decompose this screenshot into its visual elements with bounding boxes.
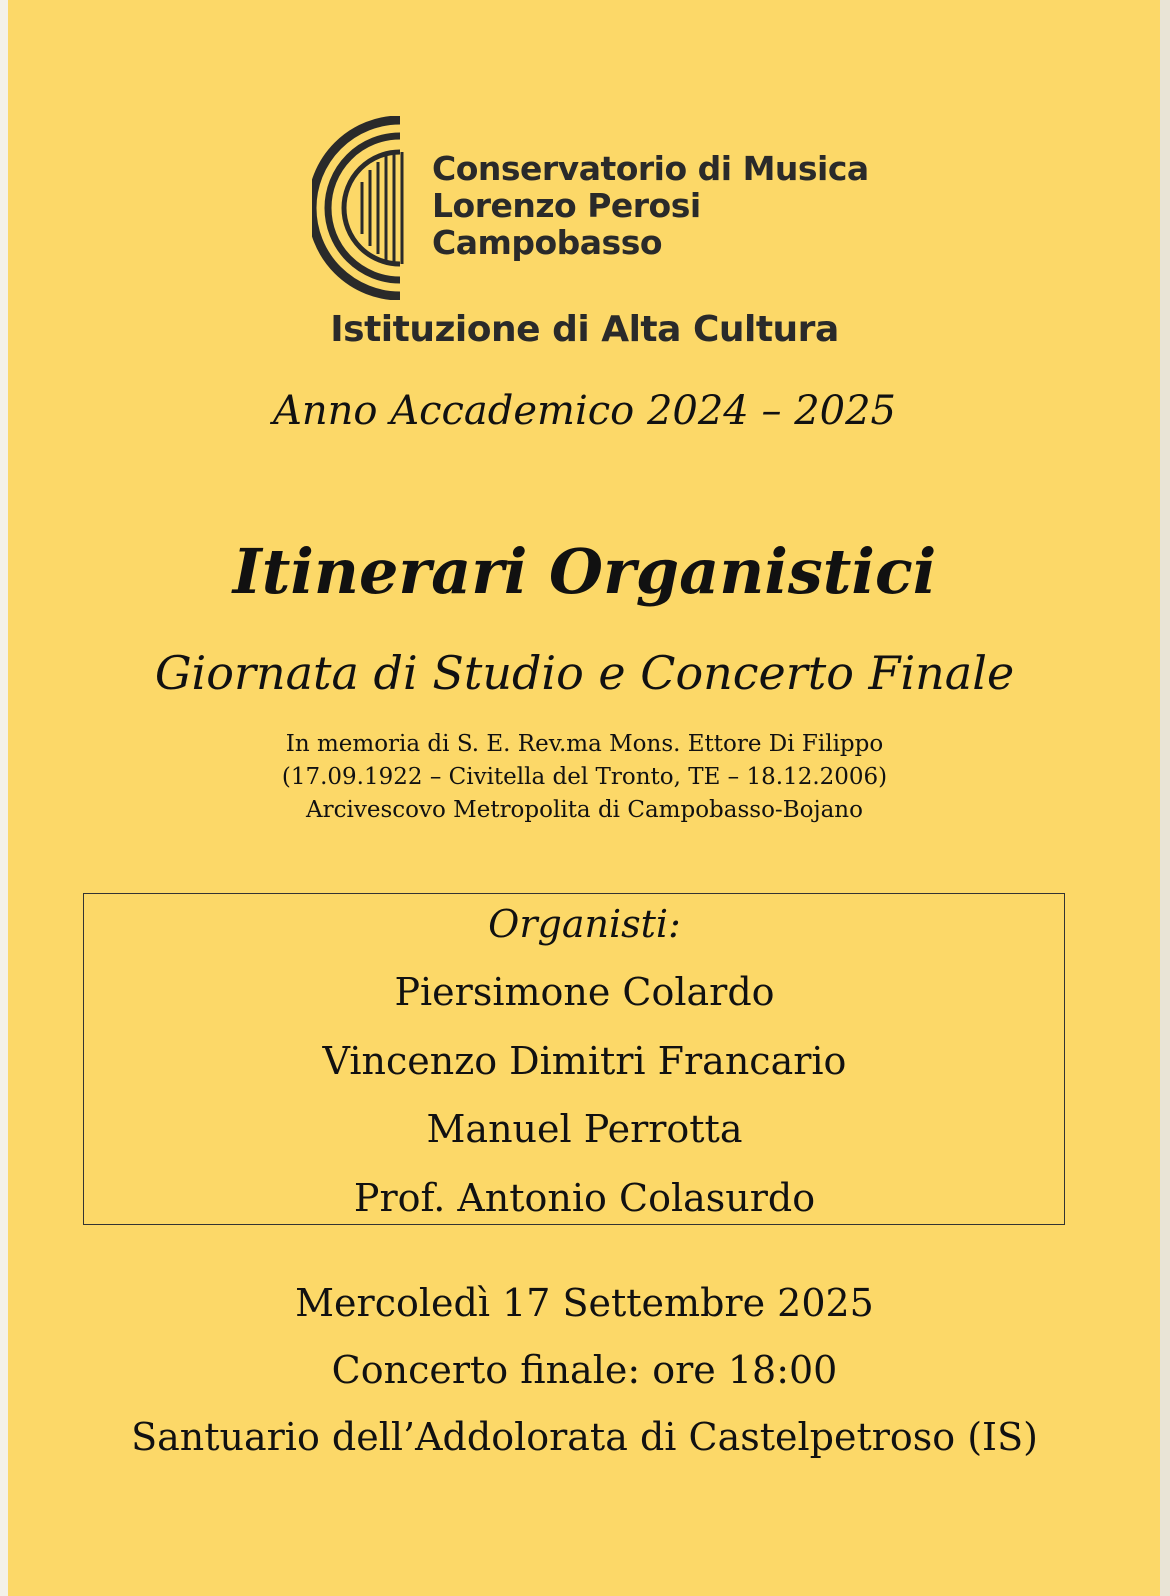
memoria-line-2: (17.09.1922 – Civitella del Tronto, TE – 18.12.2006) [281,764,888,790]
organist-name: Prof. Antonio Colasurdo [353,1176,816,1220]
page-edge [1160,0,1170,1596]
academic-year: Anno Accademico 2024 – 2025 [273,388,896,434]
conservatory-name [432,150,869,261]
organist-name: Vincenzo Dimitri Francario [322,1039,847,1083]
event-title: Itinerari Organistici [232,535,937,608]
event-date: Mercoledì 17 Settembre 2025 [295,1281,874,1325]
conservatory-logo-icon [312,116,408,300]
event-time: Concerto finale: ore 18:00 [331,1348,838,1392]
organist-name: Manuel Perrotta [426,1107,743,1151]
logo-line-1: Conservatorio di Musica [432,149,869,188]
event-venue: Santuario dell’Addolorata di Castelpetroso (IS) [131,1415,1038,1459]
institution-label: Istituzione di Alta Cultura [330,309,839,350]
memoria-line-1: In memoria di S. E. Rev.ma Mons. Ettore Di Filippo [285,731,884,757]
memoria-block [8,728,1161,827]
organists-heading: Organisti: [488,902,681,946]
organist-name: Piersimone Colardo [394,970,775,1014]
logo-line-3: Campobasso [432,223,663,262]
memoria-line-3: Arcivescovo Metropolita di Campobasso-Bojano [306,797,863,823]
event-subtitle: Giornata di Studio e Concerto Finale [154,646,1015,700]
logo-line-2: Lorenzo Perosi [432,186,701,225]
